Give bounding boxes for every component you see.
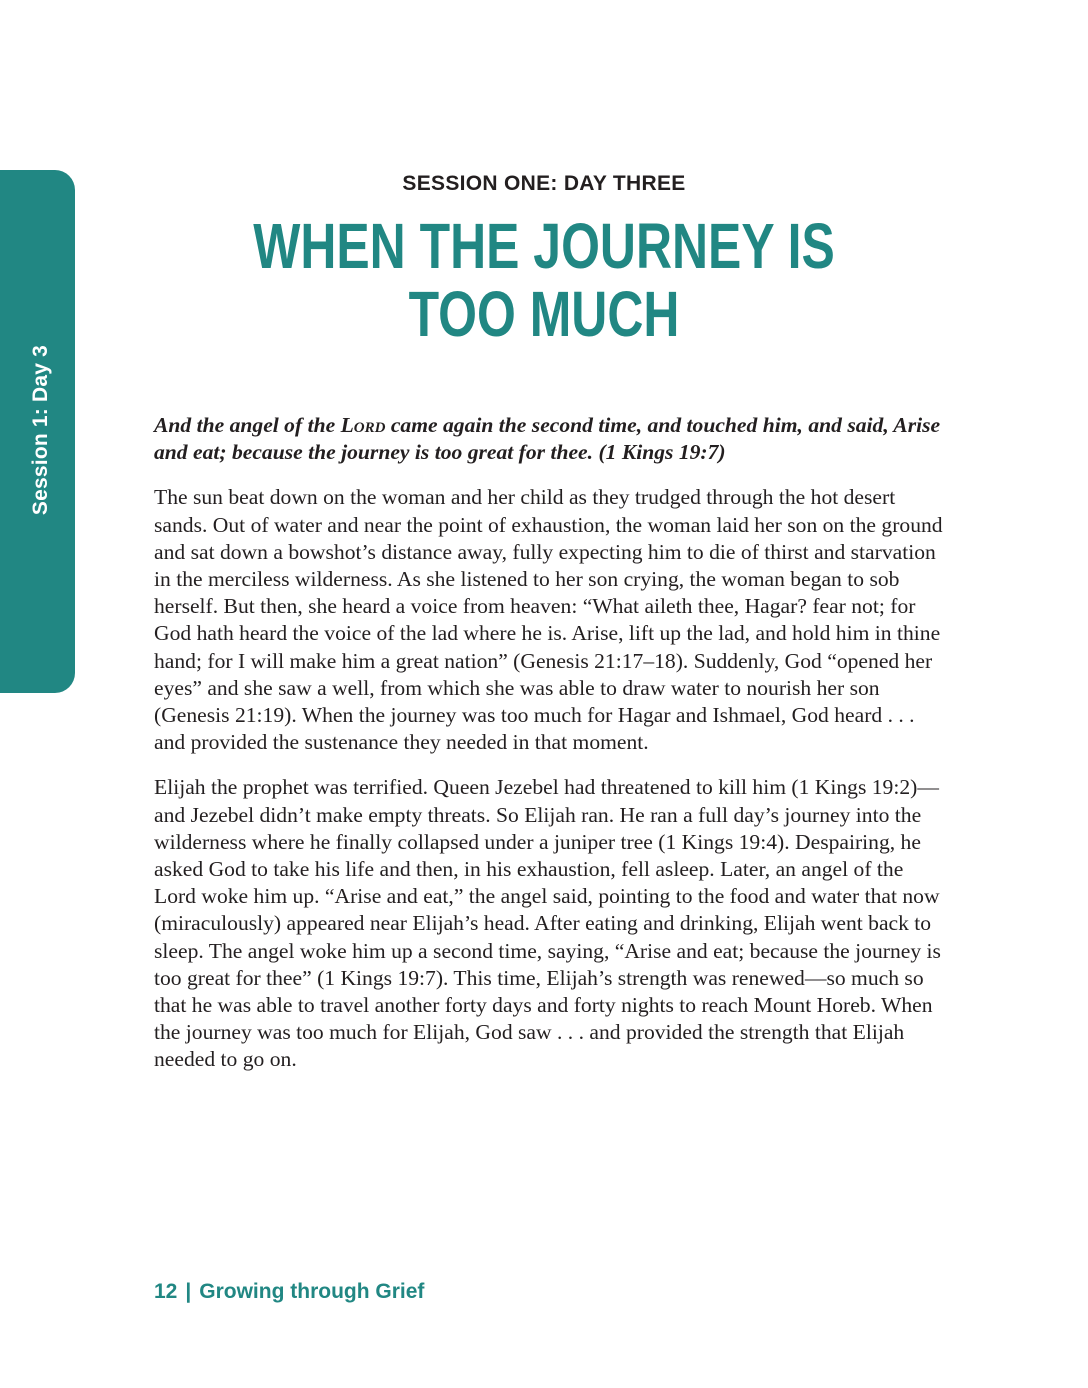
title-line-2: TOO MUCH: [408, 278, 680, 350]
scripture-verse: [154, 412, 944, 466]
verse-text-before: And the angel of the: [154, 413, 341, 437]
footer-separator: |: [185, 1280, 192, 1303]
article-body: [154, 412, 944, 1092]
title-line-1: WHEN THE JOURNEY IS: [253, 210, 835, 282]
page-title: [120, 212, 969, 348]
page-footer: [154, 1280, 424, 1304]
verse-lord-small-caps: Lord: [340, 413, 386, 437]
session-label: SESSION ONE: DAY THREE: [402, 172, 686, 195]
side-tab-label: Session 1: Day 3: [29, 344, 52, 516]
verse-text-after: came again the second time, and touched him, and said, Arise and eat; because the journey is too great for thee. (1 Kings 19:7): [154, 413, 941, 465]
page-number: 12: [154, 1280, 178, 1303]
paragraph-elijah: Elijah the prophet was terrified. Queen Jezebel had threatened to kill him (1 Kings 19:2)—and Jezebel didn’t make empty threats. So Elijah ran. He ran a full day’s journey into the wilderness where he finally collapsed under a juniper tree (1 Kings 19:4). Despairing, he asked God to take his life and then, in his exhaustion, fell asleep. Later, an angel of the Lord woke him up. “Arise and eat,” the angel said, pointing to the food and water that now (miraculously) appeared near Elijah’s head. After eating and drinking, Elijah went back to sleep. The angel woke him up a second time, saying, “Arise and eat; because the journey is too great for thee” (1 Kings 19:7). This time, Elijah’s strength was renewed—so much so that he was able to travel another forty days and forty nights to reach Mount Horeb. When the journey was too much for Elijah, God saw . . . and provided the strength that Elijah needed to go on.: [154, 775, 941, 1072]
paragraph-hagar: The sun beat down on the woman and her child as they trudged through the hot desert sands. Out of water and near the point of exhaustion, the woman laid her son on the ground and sat down a bowshot’s distance away, fully expecting him to die of thirst and starvation in the merciless wilderness. As she listened to her son crying, the woman began to sob herself. But then, she heard a voice from heaven: “What aileth thee, Hagar? fear not; for God hath heard the voice of the lad where he is. Arise, lift up the lad, and hold him in thine hand; for I will make him a great nation” (Genesis 21:17–18). Suddenly, God “opened her eyes” and she saw a well, from which she was able to draw water to nourish her son (Genesis 21:19). When the journey was too much for Hagar and Ishmael, God heard . . . and provided the sustenance they needed in that moment.: [154, 485, 943, 755]
book-title: Growing through Grief: [199, 1280, 425, 1303]
